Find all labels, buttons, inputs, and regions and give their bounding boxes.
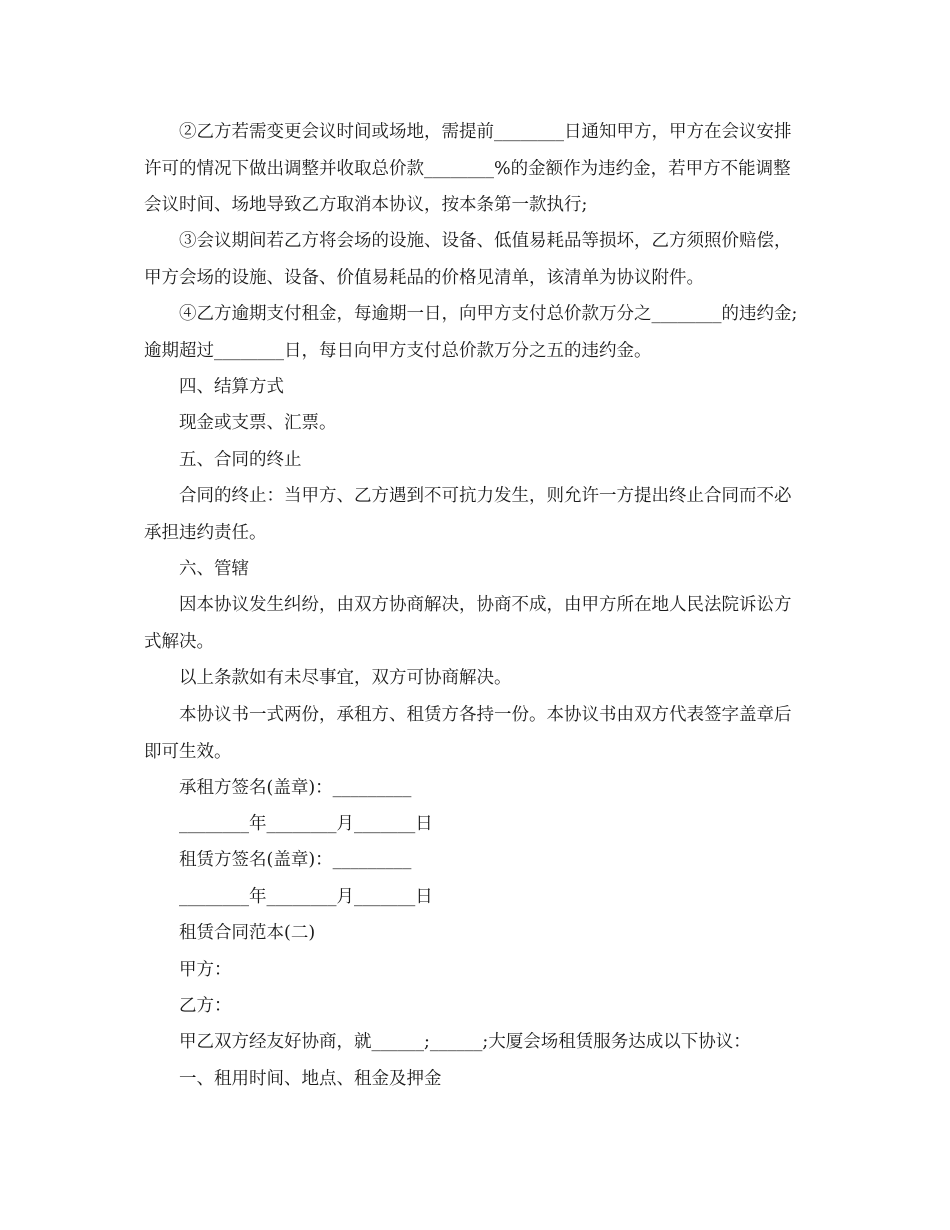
- section-heading-settlement: 四、结算方式: [179, 377, 284, 397]
- lessor-signature-line: 租赁方签名(盖章)：_________: [179, 850, 412, 870]
- effectiveness-clause: 本协议书一式两份，承租方、租赁方各持一份。本协议书由双方代表签字盖章后即可生效。: [144, 705, 792, 762]
- clause-3-4: ④乙方逾期支付租金，每逾期一日，向甲方支付总价款万分之________的违约金;逾期超过________日，每日向甲方支付总价款万分之五的违约金。: [144, 304, 798, 361]
- lessee-signature-line: 承租方签名(盖章)：_________: [179, 778, 412, 798]
- template-2-title: 租赁合同范本(二): [179, 923, 316, 943]
- section-heading-jurisdiction: 六、管辖: [179, 559, 249, 579]
- clause-3-3: ③会议期间若乙方将会场的设施、设备、低值易耗品等损坏，乙方须照价赔偿，甲方会场的设施、设备、价值易耗品的价格见清单，该清单为协议附件。: [144, 231, 792, 288]
- section-heading-rental-terms: 一、租用时间、地点、租金及押金: [179, 1069, 442, 1089]
- clause-3-2: ②乙方若需变更会议时间或场地，需提前________日通知甲方，甲方在会议安排许可的情况下做出调整并收取总价款________%的金额作为违约金，若甲方不能调整会议时间、场地导致乙方取消本协议，按本条第一款执行;: [144, 122, 792, 215]
- termination-text: 合同的终止：当甲方、乙方遇到不可抗力发生，则允许一方提出终止合同而不必承担违约责任。: [144, 486, 792, 543]
- agreement-intro-line: 甲乙双方经友好协商，就______;______;大厦会场租赁服务达成以下协议：: [179, 1032, 751, 1052]
- lessee-date-line: ________年________月_______日: [179, 814, 433, 834]
- settlement-text: 现金或支票、汇票。: [179, 413, 337, 433]
- supplementary-clause: 以上条款如有未尽事宜，双方可协商解决。: [179, 668, 512, 688]
- party-a-line: 甲方：: [179, 960, 232, 980]
- lessor-date-line: ________年________月_______日: [179, 887, 433, 907]
- section-heading-termination: 五、合同的终止: [179, 450, 302, 470]
- party-b-line: 乙方：: [179, 996, 232, 1016]
- jurisdiction-text: 因本协议发生纠纷，由双方协商解决，协商不成，由甲方所在地人民法院诉讼方式解决。: [144, 595, 792, 652]
